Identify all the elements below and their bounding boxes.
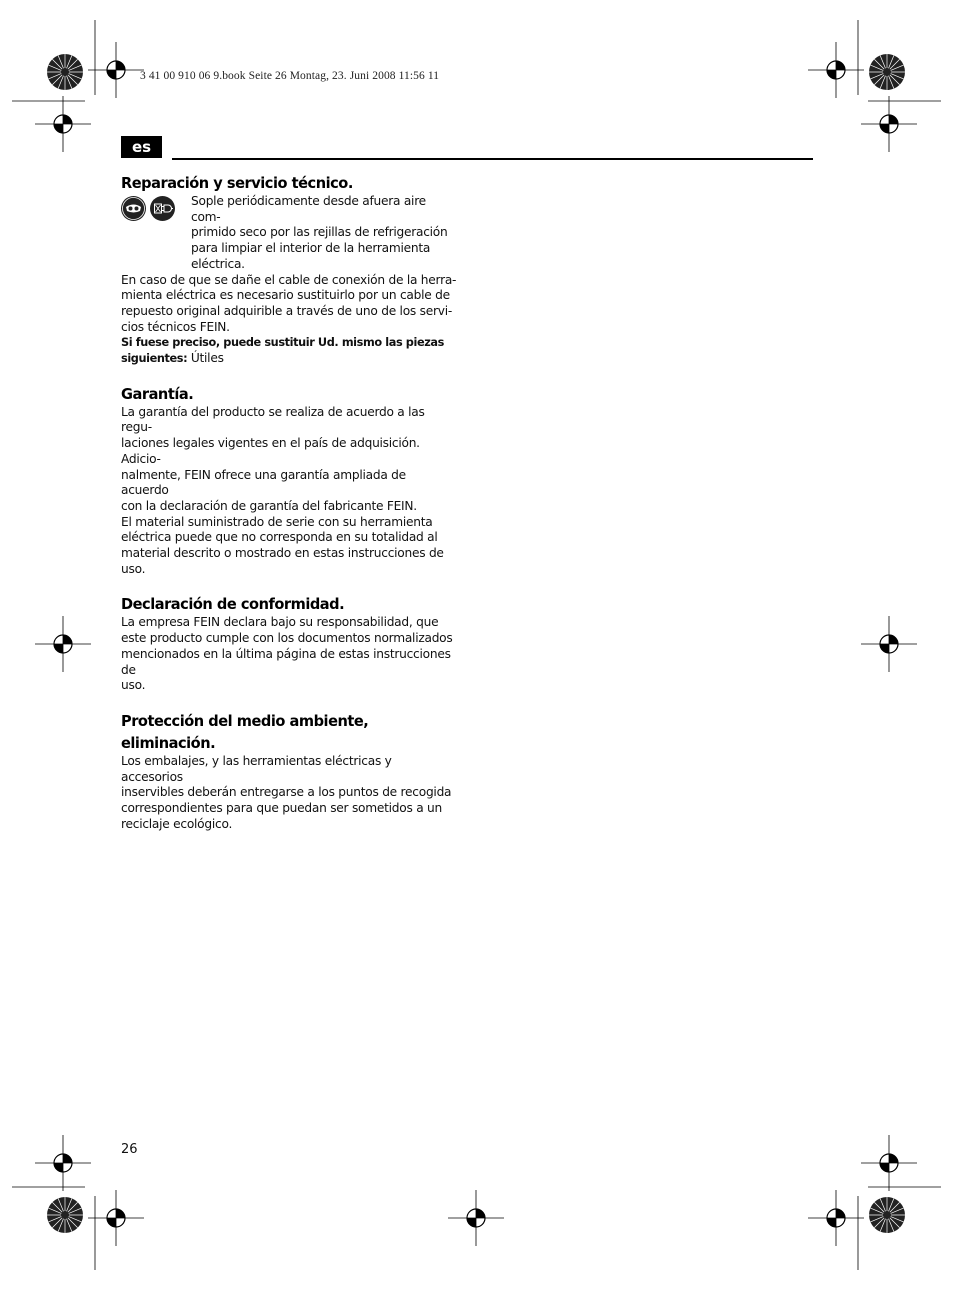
text-line: cios técnicos FEIN. xyxy=(121,319,230,334)
parts-line xyxy=(121,351,457,367)
text-line: Los embalajes, y las herramientas eléctricas y accesorios xyxy=(121,753,392,784)
bold-note-line: Si fuese preciso, puede sustituir Ud. mismo las piezas xyxy=(121,336,444,350)
unplug-icon xyxy=(150,196,175,221)
section-title-repair: Reparación y servicio técnico. xyxy=(121,174,353,192)
text-line: correspondientes para que puedan ser sometidos a un xyxy=(121,801,442,816)
section-warranty xyxy=(121,383,457,578)
main-content xyxy=(121,172,457,849)
text-line: laciones legales vigentes en el país de adquisición. Adicio- xyxy=(121,436,420,466)
section-title-conformity: Declaración de conformidad. xyxy=(121,595,345,614)
bold-note-label: siguientes: xyxy=(121,352,188,366)
text-line: En caso de que se dañe el cable de conexión de la herra- xyxy=(121,272,457,287)
section-title-environment: Protección del medio ambiente, xyxy=(121,711,369,730)
text-line: El material suministrado de serie con su herramienta xyxy=(121,514,433,529)
text-line: uso. xyxy=(121,561,146,576)
text-line: inservibles deberán entregarse a los puntos de recogida xyxy=(121,785,452,800)
text-line: nalmente, FEIN ofrece una garantía ampliada de acuerdo xyxy=(121,467,406,498)
text-line: primido seco por las rejillas de refrigeración xyxy=(191,225,448,240)
parts-value: Útiles xyxy=(190,351,224,366)
section-repair xyxy=(121,172,457,367)
text-line: eléctrica puede que no corresponda en su totalidad al xyxy=(121,530,438,545)
text-line: mienta eléctrica es necesario sustituirlo por un cable de xyxy=(121,288,450,303)
repair-instruction-text xyxy=(191,194,457,273)
text-line: Sople periódicamente desde afuera aire com- xyxy=(191,194,426,224)
text-line: para limpiar el interior de la herramienta xyxy=(191,241,431,256)
text-line: mencionados en la última página de estas instrucciones de xyxy=(121,646,451,677)
section-title-warranty: Garantía. xyxy=(121,384,194,403)
text-line: con la declaración de garantía del fabricante FEIN. xyxy=(121,498,417,513)
page-number: 26 xyxy=(121,1142,138,1157)
section-environment xyxy=(121,710,457,833)
repair-instruction xyxy=(121,194,457,273)
text-line: repuesto original adquirible a través de uno de los servi- xyxy=(121,303,452,318)
print-info-header: 3 41 00 910 06 9.book Seite 26 Montag, 23. Juni 2008 11:56 11 xyxy=(140,70,440,82)
text-line: eléctrica. xyxy=(191,256,245,271)
eye-protection-icon xyxy=(121,196,146,221)
header-rule xyxy=(172,158,813,160)
text-line: material descrito o mostrado en estas instrucciones de xyxy=(121,546,444,561)
text-line: La garantía del producto se realiza de acuerdo a las regu- xyxy=(121,404,425,435)
text-line: uso. xyxy=(121,678,146,693)
safety-icons xyxy=(121,194,191,221)
text-line: este producto cumple con los documentos normalizados xyxy=(121,631,453,646)
section-conformity xyxy=(121,593,457,694)
text-line: reciclaje ecológico. xyxy=(121,816,233,831)
section-title-environment-cont: eliminación. xyxy=(121,733,216,752)
language-tab: es xyxy=(121,136,162,158)
text-line: La empresa FEIN declara bajo su responsabilidad, que xyxy=(121,615,439,630)
